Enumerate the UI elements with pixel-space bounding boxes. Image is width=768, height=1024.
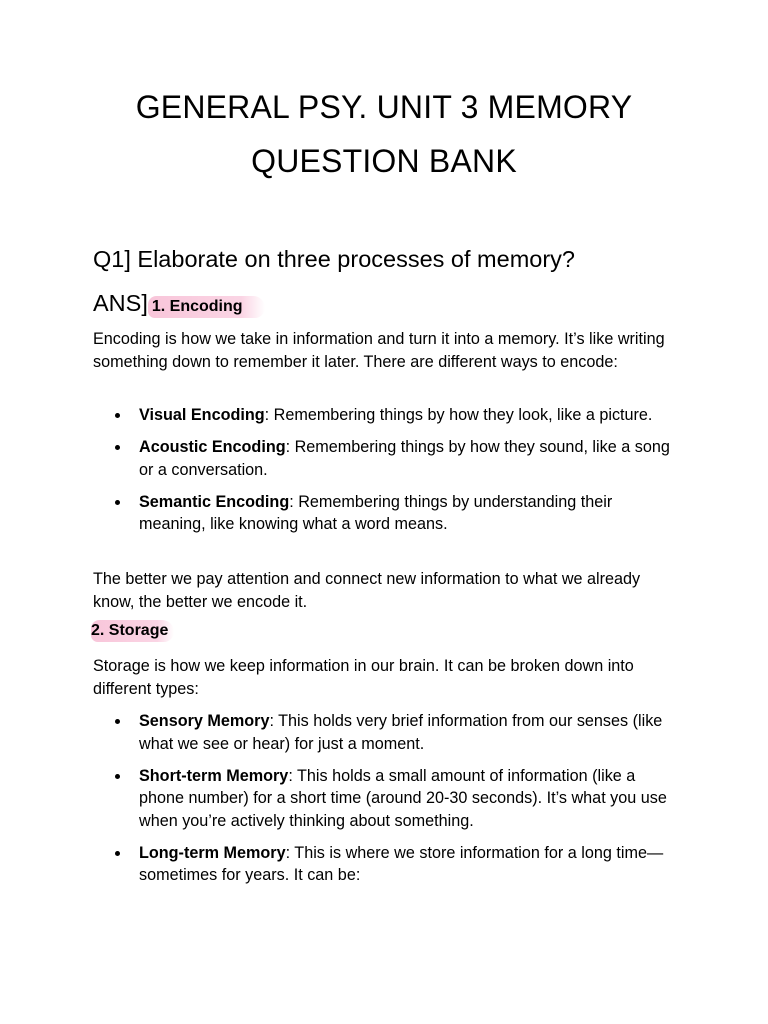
list-item-text: : This holds a small amount of information (like a phone number) for a short time (around 20-30 seconds). It’s what you use when you’re actively thinking about something. (139, 766, 667, 830)
document-title-line-2: QUESTION BANK (251, 143, 517, 179)
list-item (93, 404, 683, 427)
list-item-term: Sensory Memory (139, 712, 270, 730)
list-item-term: Semantic Encoding (139, 492, 290, 511)
encoding-heading: 1. Encoding (148, 296, 265, 318)
list-item-term: Long-term Memory (139, 843, 286, 862)
answer-prefix: ANS] (93, 290, 148, 316)
storage-heading: 2. Storage (91, 620, 174, 642)
list-item-text: : This is where we store information for a long time—sometimes for years. It can be: (139, 843, 664, 884)
list-item-text: : Remembering things by understanding their meaning, like knowing what a word means. (139, 492, 613, 533)
document-title-line-1: GENERAL PSY. UNIT 3 MEMORY (135, 89, 633, 125)
storage-list (93, 710, 683, 896)
encoding-intro: Encoding is how we take in information and turn it into a memory. It’s like writing something down to remember it later. There are different ways to encode: (93, 330, 665, 371)
storage-intro: Storage is how we keep information in our brain. It can be broken down into different types: (93, 657, 634, 698)
storage-heading-line (93, 622, 174, 640)
answer-line (93, 288, 265, 318)
encoding-list (93, 404, 683, 545)
question-heading: Q1] Elaborate on three processes of memory? (93, 246, 575, 272)
list-item-text: : Remembering things by how they sound, like a song or a conversation. (139, 438, 670, 479)
list-item-text: : This holds very brief information from our senses (like what we see or hear) for just a moment. (139, 712, 663, 753)
list-item (93, 436, 683, 481)
list-item (93, 491, 683, 536)
list-item (93, 710, 683, 755)
list-item-term: Visual Encoding (139, 406, 265, 424)
list-item-term: Acoustic Encoding (139, 438, 286, 456)
list-item-term: Short-term Memory (139, 766, 289, 785)
list-item (93, 842, 683, 887)
encoding-outro: The better we pay attention and connect new information to what we already know, the better we encode it. (93, 570, 641, 611)
list-item-text: : Remembering things by how they look, like a picture. (264, 406, 653, 424)
list-item (93, 765, 683, 833)
